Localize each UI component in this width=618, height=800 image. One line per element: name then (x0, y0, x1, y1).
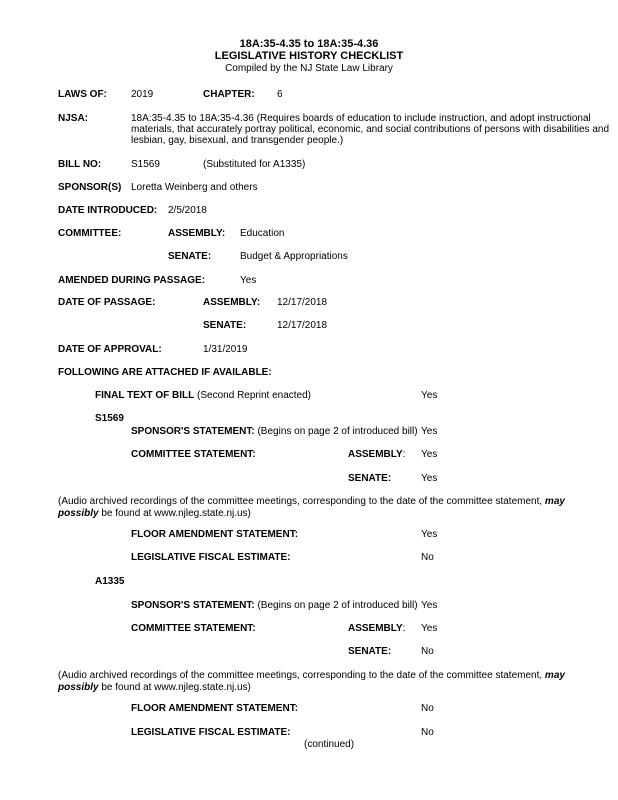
date-of-passage-label: DATE OF PASSAGE: (58, 297, 156, 308)
bill-no-note: (Substituted for A1335) (203, 159, 306, 170)
s1569-assembly (348, 449, 405, 461)
sponsors-value: Loretta Weinberg and others (131, 182, 258, 193)
a1335-bill-label: A1335 (95, 576, 125, 587)
s1569-floor-value: Yes (421, 529, 438, 540)
a1335-senate-label: SENATE: (348, 646, 392, 657)
njsa-line: lesbian, gay, bisexual, and transgender people.) (131, 135, 344, 146)
a1335-floor-value: No (421, 703, 434, 714)
a1335-floor-label: FLOOR AMENDMENT STATEMENT: (131, 703, 299, 714)
njsa-line: 18A:35-4.35 to 18A:35-4.36 (Requires boards of education to include instruction, and adopt instructional (131, 113, 591, 124)
s1569-committee-label: COMMITTEE STATEMENT: (131, 449, 256, 460)
a1335-audio-text: (Audio archived recordings of the committee meetings, corresponding to the date of the committee statement, (58, 670, 543, 681)
s1569-audio-note (58, 496, 603, 519)
committee-assembly-label: ASSEMBLY: (168, 228, 226, 239)
a1335-senate-value: No (421, 646, 434, 657)
final-text-value: Yes (421, 390, 438, 401)
s1569-sponsor-label: SPONSOR'S STATEMENT: (131, 426, 255, 437)
date-introduced-label: DATE INTRODUCED: (58, 205, 158, 216)
amended-label: AMENDED DURING PASSAGE: (58, 275, 206, 286)
a1335-fiscal-label: LEGISLATIVE FISCAL ESTIMATE: (131, 727, 291, 738)
committee-senate-label: SENATE: (168, 251, 212, 262)
attached-heading: FOLLOWING ARE ATTACHED IF AVAILABLE: (58, 367, 272, 378)
s1569-assembly-label: ASSEMBLY (348, 449, 403, 460)
final-text-row (95, 390, 311, 402)
continued-note: (continued) (304, 739, 355, 750)
s1569-audio-text: (Audio archived recordings of the committee meetings, corresponding to the date of the committee statement, (58, 496, 543, 507)
a1335-assembly-label: ASSEMBLY (348, 623, 403, 634)
a1335-assembly (348, 623, 405, 635)
a1335-sponsor-label: SPONSOR'S STATEMENT: (131, 600, 255, 611)
doc-title: LEGISLATIVE HISTORY CHECKLIST (214, 50, 404, 62)
date-of-approval-value: 1/31/2019 (203, 344, 248, 355)
committee-assembly-value: Education (240, 228, 285, 239)
final-text-label: FINAL TEXT OF BILL (95, 390, 195, 401)
doc-title-citation: 18A:35-4.35 to 18A:35-4.36 (239, 38, 379, 50)
chapter-label: CHAPTER: (203, 89, 255, 100)
s1569-bill-label: S1569 (95, 413, 124, 424)
laws-of-label: LAWS OF: (58, 89, 107, 100)
bill-no-label: BILL NO: (58, 159, 102, 170)
s1569-floor-label: FLOOR AMENDMENT STATEMENT: (131, 529, 299, 540)
s1569-senate-label: SENATE: (348, 473, 392, 484)
a1335-assembly-value: Yes (421, 623, 438, 634)
doc-subtitle: Compiled by the NJ State Law Library (225, 63, 393, 74)
laws-of-value: 2019 (131, 89, 154, 100)
s1569-sponsor-row (131, 426, 418, 438)
s1569-assembly-value: Yes (421, 449, 438, 460)
a1335-audio-emphasis: may possibly (58, 670, 565, 693)
s1569-assembly-colon: : (402, 449, 406, 460)
s1569-fiscal-label: LEGISLATIVE FISCAL ESTIMATE: (131, 552, 291, 563)
sponsors-label: SPONSOR(S) (58, 182, 122, 193)
amended-value: Yes (240, 275, 257, 286)
s1569-audio-text-end: be found at www.njleg.state.nj.us) (101, 507, 251, 519)
s1569-fiscal-value: No (421, 552, 434, 563)
s1569-senate-value: Yes (421, 473, 438, 484)
a1335-audio-note (58, 670, 603, 693)
a1335-audio-text-end: be found at www.njleg.state.nj.us) (101, 681, 251, 693)
final-text-note: (Second Reprint enacted) (197, 390, 312, 401)
passage-senate-label: SENATE: (203, 320, 247, 331)
date-introduced-value: 2/5/2018 (168, 205, 207, 216)
a1335-committee-label: COMMITTEE STATEMENT: (131, 623, 256, 634)
bill-no-value: S1569 (131, 159, 160, 170)
passage-senate-value: 12/17/2018 (277, 320, 328, 331)
a1335-assembly-colon: : (402, 623, 406, 634)
passage-assembly-value: 12/17/2018 (277, 297, 328, 308)
s1569-sponsor-note: (Begins on page 2 of introduced bill) (257, 426, 418, 437)
chapter-value: 6 (277, 89, 283, 100)
njsa-label: NJSA: (58, 113, 89, 124)
s1569-audio-emphasis: may possibly (58, 496, 565, 519)
passage-assembly-label: ASSEMBLY: (203, 297, 261, 308)
a1335-sponsor-value: Yes (421, 600, 438, 611)
a1335-sponsor-note: (Begins on page 2 of introduced bill) (257, 600, 418, 611)
date-of-approval-label: DATE OF APPROVAL: (58, 344, 162, 355)
s1569-sponsor-value: Yes (421, 426, 438, 437)
committee-label: COMMITTEE: (58, 228, 122, 239)
committee-senate-value: Budget & Appropriations (240, 251, 348, 262)
njsa-line: materials, that accurately portray political, economic, and social contributions of persons with disabilities and (131, 124, 610, 135)
a1335-sponsor-row (131, 600, 418, 612)
a1335-fiscal-value: No (421, 727, 434, 738)
